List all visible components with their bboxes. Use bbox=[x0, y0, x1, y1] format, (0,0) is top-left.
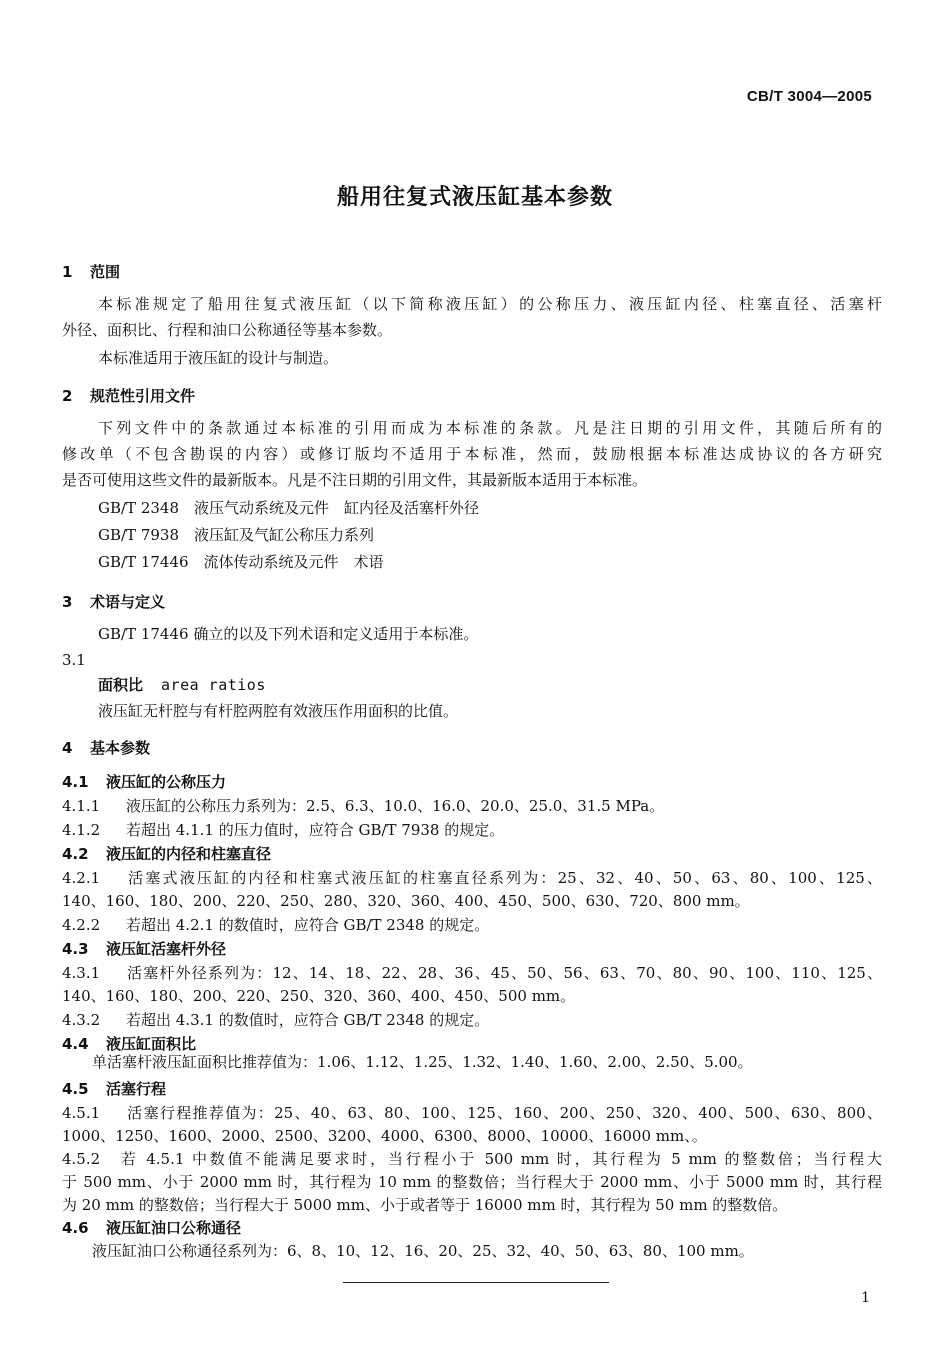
document-title: 船用往复式液压缸基本参数 bbox=[336, 185, 613, 210]
clause-text: 活塞行程推荐值为：25、40、63、80、100、125、160、200、250、320、400、500、630、800、 bbox=[126, 1104, 882, 1122]
clause-4-3-1a bbox=[62, 961, 882, 985]
section-title: 术语与定义 bbox=[90, 593, 166, 611]
clause-4-2-1a bbox=[62, 866, 882, 890]
section-3-para-1: GB/T 17446 确立的以及下列术语和定义适用于本标准。 bbox=[98, 625, 479, 643]
subsection-title: 液压缸活塞杆外径 bbox=[106, 940, 227, 958]
clause-text: 液压缸的公称压力系列为：2.5、6.3、10.0、16.0、20.0、25.0、31.5 MPa。 bbox=[126, 797, 665, 815]
clause-number: 4.1.1 bbox=[62, 797, 101, 815]
subsection-number: 4.3 bbox=[62, 940, 89, 958]
clause-4-1-2 bbox=[62, 818, 882, 842]
clause-number: 4.3.2 bbox=[62, 1011, 101, 1029]
clause-4-5-2b: 于 500 mm、小于 2000 mm 时，其行程为 10 mm 的整数倍；当行程大于 2000 mm、小于 5000 mm 时，其行程 bbox=[62, 1173, 882, 1191]
section-2-para-1c: 是否可使用这些文件的最新版本。凡是不注日期的引用文件，其最新版本适用于本标准。 bbox=[62, 471, 648, 489]
clause-text: 若超出 4.1.1 的压力值时，应符合 GB/T 7938 的规定。 bbox=[126, 821, 505, 839]
reference-item: GB/T 7938 液压缸及气缸公称压力系列 bbox=[98, 526, 375, 544]
clause-4-1-1 bbox=[62, 794, 882, 818]
clause-text: 活塞式液压缸的内径和柱塞式液压缸的柱塞直径系列为：25、32、40、50、63、80、100、125、 bbox=[126, 869, 882, 887]
section-2-heading bbox=[62, 384, 882, 408]
section-2-para-1a: 下列文件中的条款通过本标准的引用而成为本标准的条款。凡是注日期的引用文件，其随后所有的 bbox=[98, 419, 882, 437]
section-1-para-2: 本标准适用于液压缸的设计与制造。 bbox=[98, 349, 339, 367]
clause-4-3-2 bbox=[62, 1008, 882, 1032]
clause-number: 4.2.2 bbox=[62, 916, 101, 934]
clause-4-5-2a bbox=[62, 1147, 882, 1171]
section-number: 3 bbox=[62, 593, 73, 611]
section-1-para-1b: 外径、面积比、行程和油口公称通径等基本参数。 bbox=[62, 321, 393, 339]
subsection-4-3-heading bbox=[62, 937, 882, 961]
clause-number: 4.3.1 bbox=[62, 964, 101, 982]
section-1-para-1a: 本标准规定了船用往复式液压缸（以下简称液压缸）的公称压力、液压缸内径、柱塞直径、活塞杆 bbox=[98, 295, 882, 313]
clause-text: 若超出 4.3.1 的数值时，应符合 GB/T 2348 的规定。 bbox=[126, 1011, 490, 1029]
clause-number: 4.2.1 bbox=[62, 869, 101, 887]
section-number: 1 bbox=[62, 263, 73, 281]
subsection-number: 4.1 bbox=[62, 773, 89, 791]
clause-text: 若 4.5.1 中数值不能满足要求时，当行程小于 500 mm 时，其行程为 5 mm 的整数倍；当行程大 bbox=[118, 1150, 882, 1168]
subsection-title: 液压缸的公称压力 bbox=[106, 773, 227, 791]
subsection-number: 4.2 bbox=[62, 845, 89, 863]
section-title: 规范性引用文件 bbox=[90, 387, 196, 405]
section-2-para-1b: 修改单（不包含勘误的内容）或修订版均不适用于本标准，然而，鼓励根据本标准达成协议的各方研究 bbox=[62, 445, 882, 463]
subsection-4-5-heading bbox=[62, 1077, 882, 1101]
section-1-heading bbox=[62, 260, 882, 284]
clause-4-2-2 bbox=[62, 913, 882, 937]
clause-text: 活塞杆外径系列为：12、14、18、22、28、36、45、50、56、63、70、80、90、100、110、125、 bbox=[126, 964, 882, 982]
end-rule bbox=[343, 1282, 609, 1283]
standard-code: CB/T 3004—2005 bbox=[746, 88, 872, 105]
clause-number: 4.1.2 bbox=[62, 821, 101, 839]
term-chinese: 面积比 bbox=[98, 676, 144, 694]
subsection-title: 液压缸的内径和柱塞直径 bbox=[106, 845, 272, 863]
reference-item: GB/T 17446 流体传动系统及元件 术语 bbox=[98, 553, 384, 571]
subsection-4-6-heading bbox=[62, 1216, 882, 1240]
clause-4-5-2c: 为 20 mm 的整数倍；当行程大于 5000 mm、小于或者等于 16000 mm 时，其行程为 50 mm 的整数倍。 bbox=[62, 1196, 788, 1214]
subsection-4-6-text: 液压缸油口公称通径系列为：6、8、10、12、16、20、25、32、40、50、63、80、100 mm。 bbox=[92, 1242, 754, 1260]
term-number: 3.1 bbox=[62, 651, 86, 669]
section-number: 2 bbox=[62, 387, 73, 405]
page-number: 1 bbox=[861, 1290, 870, 1306]
reference-item: GB/T 2348 液压气动系统及元件 缸内径及活塞杆外径 bbox=[98, 499, 480, 517]
clause-text: 若超出 4.2.1 的数值时，应符合 GB/T 2348 的规定。 bbox=[126, 916, 490, 934]
subsection-4-1-heading bbox=[62, 770, 882, 794]
subsection-4-4-text: 单活塞杆液压缸面积比推荐值为：1.06、1.12、1.25、1.32、1.40、1.60、2.00、2.50、5.00。 bbox=[92, 1053, 753, 1071]
section-title: 范围 bbox=[90, 263, 121, 281]
clause-4-5-1a bbox=[62, 1101, 882, 1125]
section-number: 4 bbox=[62, 739, 73, 757]
subsection-title: 活塞行程 bbox=[106, 1080, 167, 1098]
term-entry bbox=[98, 673, 882, 697]
clause-4-2-1b: 140、160、180、200、220、250、280、320、360、400、450、500、630、720、800 mm。 bbox=[62, 892, 750, 910]
subsection-number: 4.4 bbox=[62, 1035, 89, 1053]
clause-4-5-1b: 1000、1250、1600、2000、2500、3200、4000、6300、8000、10000、16000 mm、。 bbox=[62, 1127, 707, 1145]
term-english: area ratios bbox=[161, 676, 266, 694]
subsection-number: 4.6 bbox=[62, 1219, 89, 1237]
subsection-number: 4.5 bbox=[62, 1080, 89, 1098]
clause-number: 4.5.1 bbox=[62, 1104, 101, 1122]
clause-number: 4.5.2 bbox=[62, 1150, 101, 1168]
section-4-heading bbox=[62, 736, 882, 760]
subsection-title: 液压缸面积比 bbox=[106, 1035, 197, 1053]
section-3-heading bbox=[62, 590, 882, 614]
clause-4-3-1b: 140、160、180、200、220、250、320、360、400、450、500 mm。 bbox=[62, 987, 576, 1005]
subsection-title: 液压缸油口公称通径 bbox=[106, 1219, 242, 1237]
term-definition: 液压缸无杆腔与有杆腔两腔有效液压作用面积的比值。 bbox=[98, 702, 459, 720]
subsection-4-2-heading bbox=[62, 842, 882, 866]
section-title: 基本参数 bbox=[90, 739, 151, 757]
